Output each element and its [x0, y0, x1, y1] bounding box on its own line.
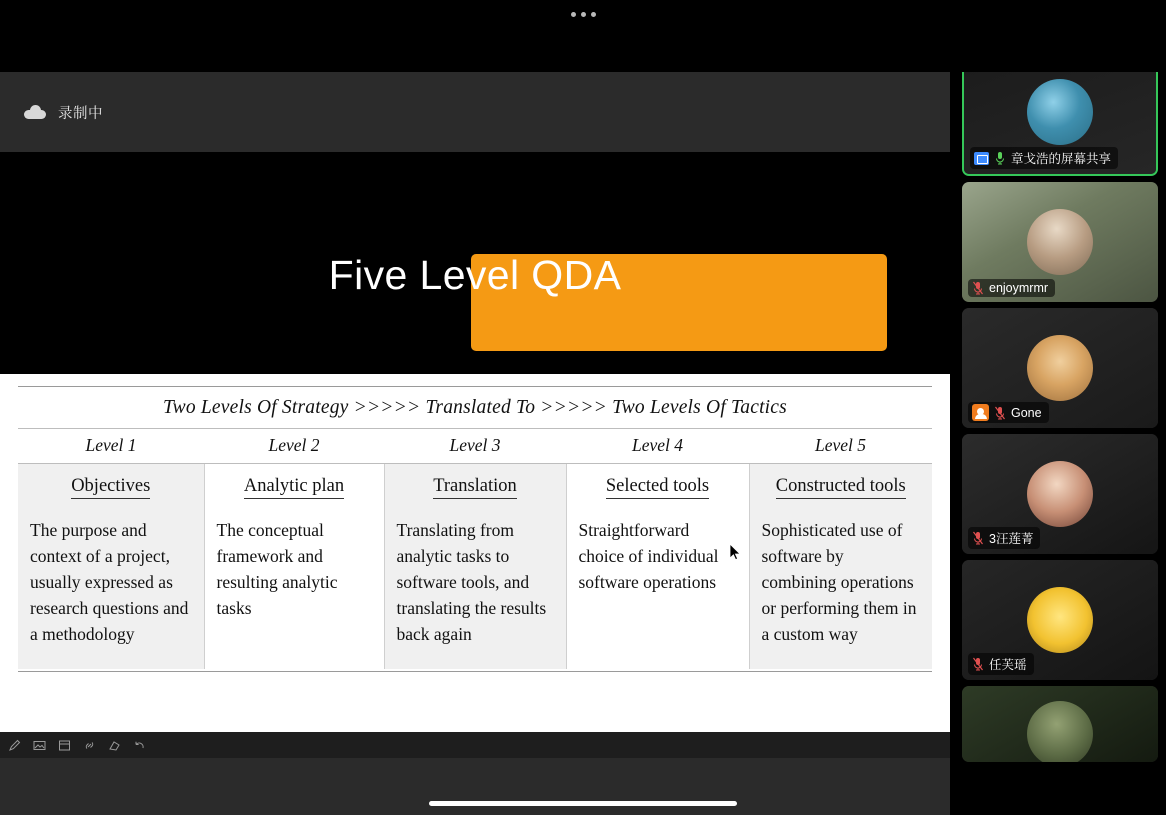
slide-table-panel [0, 374, 950, 732]
avatar-1 [1027, 79, 1093, 145]
avatar-3 [1027, 335, 1093, 401]
avatar-4 [1027, 461, 1093, 527]
pen-icon[interactable] [8, 739, 21, 752]
column-body-5: Sophisticated use of software by combining operations or performing them in a custom way [749, 507, 932, 669]
mic-muted-icon [994, 406, 1006, 420]
participant-tile-3[interactable] [962, 308, 1158, 428]
level-label-4: Level 4 [566, 429, 749, 464]
shared-screen-area [0, 72, 950, 762]
mic-icon [994, 151, 1006, 165]
image-icon[interactable] [33, 739, 46, 752]
column-header-4 [566, 464, 749, 508]
table-bottom-rule [18, 671, 932, 672]
mic-muted-icon [972, 281, 984, 295]
participant-tile-1[interactable] [962, 72, 1158, 176]
participant-tile-5[interactable] [962, 560, 1158, 680]
share-background-filler [0, 758, 950, 815]
mouse-cursor [730, 544, 742, 561]
column-header-4-text: Selected tools [606, 476, 709, 499]
slide-title-band [0, 152, 950, 374]
participant-name-1: 章戈浩的屏幕共享 [1011, 152, 1112, 166]
participant-name-5: 任芙瑶 [989, 658, 1027, 672]
annotation-toolbar[interactable] [0, 732, 950, 758]
window-titlebar [0, 0, 1166, 28]
participant-namebar-5 [968, 653, 1034, 675]
link-icon[interactable] [83, 739, 96, 752]
participant-namebar-3 [968, 402, 1049, 423]
column-body-4: Straightforward choice of individual software operations [566, 507, 749, 669]
window-menu-dots[interactable] [571, 12, 596, 17]
recording-label: 录制中 [58, 105, 103, 122]
recording-bar [0, 72, 950, 152]
undo-icon[interactable] [133, 739, 146, 752]
column-body-3: Translating from analytic tasks to software tools, and translating the results back again [384, 507, 566, 669]
dot-3 [591, 12, 596, 17]
screen-share-badge-icon [974, 152, 989, 165]
table-row-levels [18, 429, 932, 464]
column-header-5 [749, 464, 932, 508]
column-header-2 [204, 464, 384, 508]
column-body-1: The purpose and context of a project, usually expressed as research questions and a methodology [18, 507, 204, 669]
participant-namebar-1 [970, 147, 1118, 169]
dot-1 [571, 12, 576, 17]
slide-title: Five Level QDA [328, 252, 622, 298]
column-header-5-text: Constructed tools [776, 476, 906, 499]
column-header-2-text: Analytic plan [244, 476, 344, 499]
level-label-2: Level 2 [204, 429, 384, 464]
home-indicator [429, 801, 737, 806]
dot-2 [581, 12, 586, 17]
column-header-3 [384, 464, 566, 508]
participant-namebar-4 [968, 527, 1040, 549]
five-level-qda-table [18, 429, 932, 669]
avatar-5 [1027, 587, 1093, 653]
strategy-tactics-line: Two Levels Of Strategy >>>>> Translated To >>>>> Two Levels Of Tactics [18, 387, 932, 429]
avatar-6 [1027, 701, 1093, 762]
column-header-1-text: Objectives [71, 476, 150, 499]
participant-name-2: enjoymrmr [989, 281, 1049, 295]
participant-namebar-2 [968, 279, 1055, 297]
participants-strip[interactable] [962, 72, 1158, 762]
participant-tile-6[interactable] [962, 686, 1158, 762]
column-header-3-text: Translation [433, 476, 517, 499]
avatar-2 [1027, 209, 1093, 275]
erase-icon[interactable] [108, 739, 121, 752]
participant-name-3: Gone [1011, 405, 1042, 420]
level-label-3: Level 3 [384, 429, 566, 464]
mic-muted-icon [972, 657, 984, 671]
stamp-icon[interactable] [58, 739, 71, 752]
participant-name-4: 3汪莲菁 [989, 532, 1034, 546]
mic-muted-icon [972, 531, 984, 545]
table-row-bodies [18, 507, 932, 669]
cloud-icon [24, 105, 46, 119]
table-row-headers [18, 464, 932, 508]
participant-tile-2[interactable] [962, 182, 1158, 302]
level-label-1: Level 1 [18, 429, 204, 464]
raise-hand-badge-icon [972, 404, 989, 421]
column-header-1 [18, 464, 204, 508]
participant-tile-4[interactable] [962, 434, 1158, 554]
column-body-2: The conceptual framework and resulting analytic tasks [204, 507, 384, 669]
level-label-5: Level 5 [749, 429, 932, 464]
